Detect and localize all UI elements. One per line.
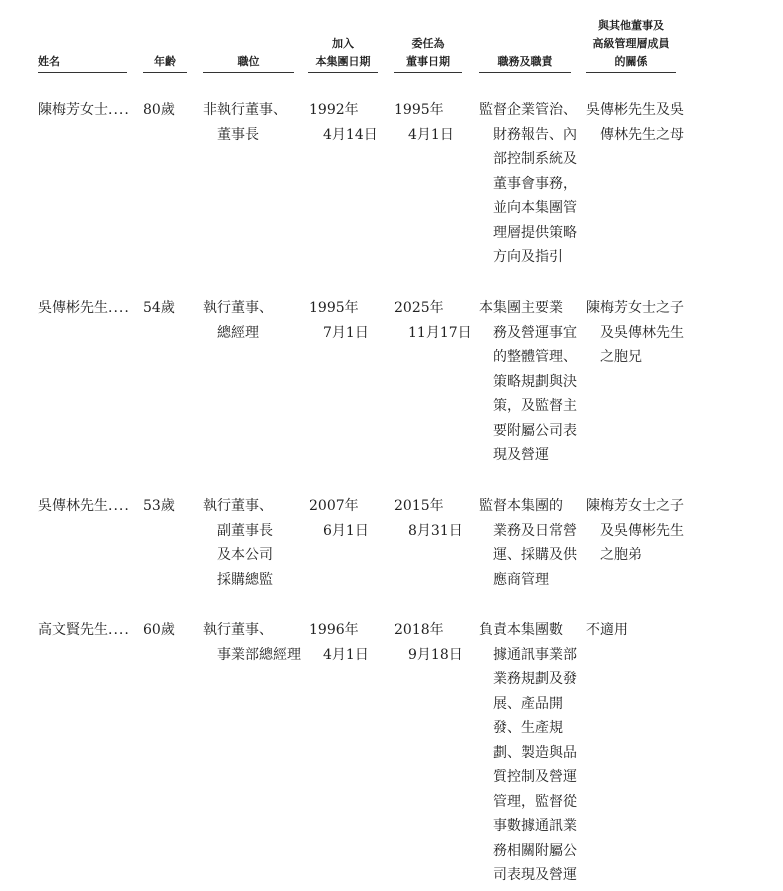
row-3-position: 執行董事、 副董事長 及本公司 採購總監 — [203, 498, 273, 588]
header-appoint-date: 委任為 董事日期 — [394, 35, 462, 73]
row-1-age: 80歲 — [143, 102, 175, 118]
header-duties: 職務及職責 — [479, 53, 571, 73]
row-4-position: 執行董事、 事業部總經理 — [203, 622, 301, 663]
row-1-name — [38, 98, 130, 123]
row-4-appoint-date: 2018年 9月18日 — [394, 622, 463, 663]
row-2-appoint-date: 2025年 11月17日 — [394, 300, 472, 341]
director-name: 吳傳林先生 — [38, 498, 108, 514]
header-position: 職位 — [203, 53, 294, 73]
row-2-name — [38, 296, 130, 321]
row-1-position: 非執行董事、 董事長 — [203, 102, 287, 143]
row-3-name — [38, 494, 130, 519]
header-age: 年齡 — [143, 53, 187, 73]
leader-dots: .... — [108, 498, 130, 514]
row-1-appoint-date: 1995年 4月1日 — [394, 102, 454, 143]
header-name: 姓名 — [38, 53, 127, 73]
row-4-age: 60歲 — [143, 622, 175, 638]
director-name: 高文賢先生 — [38, 622, 108, 638]
row-4-name — [38, 618, 130, 643]
row-3-join-date: 2007年 6月1日 — [309, 498, 369, 539]
row-2-duties: 本集團主要業 務及營運事宜 的整體管理、 策略規劃與決 策，及監督主 要附屬公司表 現及營運 — [479, 300, 577, 463]
row-2-join-date: 1995年 7月1日 — [309, 300, 369, 341]
director-name: 吳傳彬先生 — [38, 300, 108, 316]
leader-dots: .... — [108, 622, 130, 638]
row-1-join-date: 1992年 4月14日 — [309, 102, 378, 143]
row-4-join-date: 1996年 4月1日 — [309, 622, 369, 663]
director-name: 陳梅芳女士 — [38, 102, 108, 118]
row-4-relationship: 不適用 — [586, 622, 628, 638]
row-2-relationship: 陳梅芳女士之子 及吳傳林先生 之胞兄 — [586, 300, 684, 365]
leader-dots: .... — [108, 102, 130, 118]
row-2-position: 執行董事、 總經理 — [203, 300, 273, 341]
row-3-appoint-date: 2015年 8月31日 — [394, 498, 463, 539]
leader-dots: .... — [108, 300, 130, 316]
row-3-duties: 監督本集團的 業務及日常營 運、採購及供 應商管理 — [479, 498, 577, 588]
header-join-date: 加入 本集團日期 — [308, 35, 378, 73]
row-3-relationship: 陳梅芳女士之子 及吳傳彬先生 之胞弟 — [586, 498, 684, 563]
row-1-relationship: 吳傳彬先生及吳 傳林先生之母 — [586, 102, 684, 143]
row-4-duties: 負責本集團數 據通訊事業部 業務規劃及發 展、產品開 發、生產規 劃、製造與品 質控制及營運 管理，監督從 事數據通訊業 務相關附屬公 司表現及營運 — [479, 622, 577, 883]
row-2-age: 54歲 — [143, 300, 175, 316]
row-1-duties: 監督企業管治、 財務報告、內 部控制系統及 董事會事務， 並向本集團管 理層提供策略 方向及指引 — [479, 102, 577, 265]
row-3-age: 53歲 — [143, 498, 175, 514]
header-relationship: 與其他董事及 高級管理層成員 的關係 — [586, 17, 676, 73]
